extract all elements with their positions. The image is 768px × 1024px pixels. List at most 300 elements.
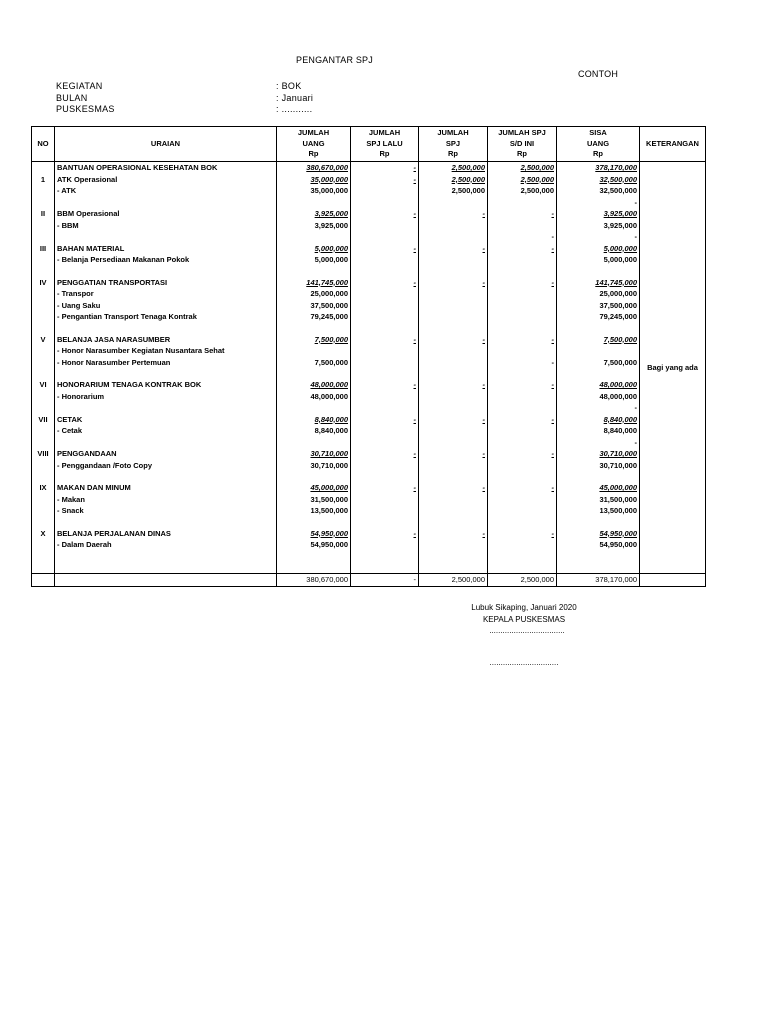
sisa-uang-cell: 8,840,000 — [557, 414, 640, 426]
item-row — [32, 402, 706, 414]
spacer-row — [32, 471, 706, 482]
sisa-uang-cell: 48,000,000 — [557, 379, 640, 391]
item-row — [32, 539, 706, 551]
spj-sd-ini-cell — [488, 562, 557, 574]
signature-dots-1: .................................. — [489, 626, 565, 635]
spj-lalu-cell: - — [351, 174, 419, 186]
spj-cell: - — [419, 528, 488, 540]
uraian-cell — [55, 517, 277, 528]
spj-sd-ini-cell — [488, 539, 557, 551]
spj-lalu-cell — [351, 311, 419, 323]
jumlah-uang-cell: 380,670,000 — [277, 162, 351, 174]
no-cell — [32, 505, 55, 517]
uraian-cell — [55, 323, 277, 334]
spacer-row — [32, 266, 706, 277]
spj-sd-ini-cell — [488, 551, 557, 562]
uraian-cell: - Uang Saku — [55, 300, 277, 312]
uraian-cell: BELANJA PERJALANAN DINAS — [55, 528, 277, 540]
sisa-uang-cell — [557, 323, 640, 334]
spj-lalu-cell — [351, 357, 419, 369]
jumlah-uang-cell — [277, 345, 351, 357]
jumlah-uang-cell: 13,500,000 — [277, 505, 351, 517]
spacer-row — [32, 562, 706, 574]
spj-sd-ini-cell: - — [488, 414, 557, 426]
spj-sd-ini-cell — [488, 288, 557, 300]
spj-lalu-cell: - — [351, 334, 419, 346]
no-cell: VIII — [32, 448, 55, 460]
field-kegiatan-label: KEGIATAN — [56, 81, 103, 91]
item-row — [32, 220, 706, 232]
spj-lalu-cell — [351, 368, 419, 379]
spj-lalu-cell — [351, 494, 419, 506]
sisa-uang-cell — [557, 551, 640, 562]
spacer-row — [32, 323, 706, 334]
spj-cell: 2,500,000 — [419, 174, 488, 186]
uraian-cell: - Honor Narasumber Pertemuan — [55, 357, 277, 369]
spj-lalu-cell — [351, 197, 419, 209]
spj-cell: - — [419, 448, 488, 460]
no-cell — [32, 471, 55, 482]
spj-cell — [419, 402, 488, 414]
jumlah-uang-cell — [277, 437, 351, 449]
no-cell — [32, 345, 55, 357]
uraian-cell — [55, 197, 277, 209]
uraian-cell: BANTUAN OPERASIONAL KESEHATAN BOK — [55, 162, 277, 174]
spj-cell — [419, 505, 488, 517]
spj-cell — [419, 323, 488, 334]
uraian-cell: BAHAN MATERIAL — [55, 243, 277, 255]
spj-sd-ini-cell — [488, 311, 557, 323]
spj-lalu-cell — [351, 551, 419, 562]
spj-sd-ini-cell: - — [488, 379, 557, 391]
jumlah-uang-cell — [277, 402, 351, 414]
total-row — [32, 573, 706, 586]
sisa-uang-cell: 54,950,000 — [557, 539, 640, 551]
uraian-cell — [55, 551, 277, 562]
jumlah-uang-cell — [277, 368, 351, 379]
field-bulan-value: : Januari — [276, 93, 314, 103]
spj-lalu-cell — [351, 539, 419, 551]
no-cell — [32, 551, 55, 562]
uraian-cell: PENGGATIAN TRANSPORTASI — [55, 277, 277, 289]
group-row — [32, 277, 706, 289]
spj-lalu-cell — [351, 220, 419, 232]
spj-sd-ini-cell: - — [488, 277, 557, 289]
no-cell — [32, 300, 55, 312]
item-row — [32, 311, 706, 323]
uraian-cell: - Dalam Daerah — [55, 539, 277, 551]
spj-lalu-cell: - — [351, 482, 419, 494]
item-row — [32, 288, 706, 300]
jumlah-uang-cell: 8,840,000 — [277, 425, 351, 437]
spj-lalu-cell: - — [351, 448, 419, 460]
sisa-uang-cell: 8,840,000 — [557, 425, 640, 437]
sisa-uang-cell: - — [557, 231, 640, 243]
no-cell: X — [32, 528, 55, 540]
sisa-uang-cell: 32,500,000 — [557, 185, 640, 197]
no-cell: II — [32, 208, 55, 220]
group-row — [32, 334, 706, 346]
table-body — [32, 162, 706, 587]
jumlah-uang-cell: 35,000,000 — [277, 174, 351, 186]
uraian-cell: - BBM — [55, 220, 277, 232]
total-keterangan-cell — [640, 573, 706, 586]
spj-lalu-cell: - — [351, 277, 419, 289]
no-cell — [32, 185, 55, 197]
spj-sd-ini-cell — [488, 254, 557, 266]
jumlah-uang-cell: 37,500,000 — [277, 300, 351, 312]
header-jumlah-uang: JUMLAH UANG Rp — [277, 127, 351, 162]
spj-sd-ini-cell: 2,500,000 — [488, 162, 557, 174]
jumlah-uang-cell: 30,710,000 — [277, 448, 351, 460]
no-cell — [32, 517, 55, 528]
spj-cell: - — [419, 414, 488, 426]
spj-cell: - — [419, 482, 488, 494]
jumlah-uang-cell: 5,000,000 — [277, 254, 351, 266]
spj-sd-ini-cell: - — [488, 208, 557, 220]
group-row — [32, 162, 706, 174]
spj-sd-ini-cell: - — [488, 231, 557, 243]
sisa-uang-cell: 54,950,000 — [557, 528, 640, 540]
jumlah-uang-cell: 141,745,000 — [277, 277, 351, 289]
uraian-cell — [55, 562, 277, 574]
spj-sd-ini-cell: - — [488, 357, 557, 369]
sisa-uang-cell: 3,925,000 — [557, 208, 640, 220]
no-cell: IX — [32, 482, 55, 494]
no-cell: 1 — [32, 174, 55, 186]
signature-place-date: Lubuk Sikaping, Januari 2020 — [471, 603, 577, 612]
uraian-cell: - Penggandaan /Foto Copy — [55, 460, 277, 472]
sisa-uang-cell: 30,710,000 — [557, 460, 640, 472]
no-cell — [32, 357, 55, 369]
spj-sd-ini-cell — [488, 197, 557, 209]
field-bulan-label: BULAN — [56, 93, 88, 103]
spj-cell: - — [419, 277, 488, 289]
group-row — [32, 448, 706, 460]
signature-position: KEPALA PUSKESMAS — [482, 615, 566, 624]
jumlah-uang-cell — [277, 231, 351, 243]
spj-cell — [419, 266, 488, 277]
sisa-uang-cell: 79,245,000 — [557, 311, 640, 323]
sisa-uang-cell: 37,500,000 — [557, 300, 640, 312]
sisa-uang-cell: 5,000,000 — [557, 243, 640, 255]
spj-sd-ini-cell: - — [488, 334, 557, 346]
group-row — [32, 528, 706, 540]
spj-sd-ini-cell: - — [488, 448, 557, 460]
signature-dots-2: ............................... — [489, 658, 559, 667]
sisa-uang-cell: - — [557, 437, 640, 449]
jumlah-uang-cell: 45,000,000 — [277, 482, 351, 494]
group-row — [32, 482, 706, 494]
sisa-uang-cell: 48,000,000 — [557, 391, 640, 403]
spj-sd-ini-cell — [488, 471, 557, 482]
group-row — [32, 414, 706, 426]
jumlah-uang-cell: 3,925,000 — [277, 208, 351, 220]
spj-cell — [419, 551, 488, 562]
spj-cell: 2,500,000 — [419, 162, 488, 174]
spj-cell — [419, 471, 488, 482]
header-uraian: URAIAN — [55, 127, 277, 162]
spj-sd-ini-cell — [488, 425, 557, 437]
spj-cell — [419, 300, 488, 312]
item-row — [32, 357, 706, 369]
jumlah-uang-cell: 30,710,000 — [277, 460, 351, 472]
jumlah-uang-cell: 79,245,000 — [277, 311, 351, 323]
item-row — [32, 197, 706, 209]
group-row — [32, 174, 706, 186]
uraian-cell — [55, 266, 277, 277]
total-no-cell — [32, 573, 55, 586]
spj-sd-ini-cell — [488, 391, 557, 403]
jumlah-uang-cell — [277, 266, 351, 277]
sisa-uang-cell: 5,000,000 — [557, 254, 640, 266]
sisa-uang-cell — [557, 368, 640, 379]
sisa-uang-cell: 13,500,000 — [557, 505, 640, 517]
jumlah-uang-cell: 54,950,000 — [277, 528, 351, 540]
group-row — [32, 379, 706, 391]
spj-lalu-cell: - — [351, 208, 419, 220]
uraian-cell: MAKAN DAN MINUM — [55, 482, 277, 494]
uraian-cell: - Pengantian Transport Tenaga Kontrak — [55, 311, 277, 323]
group-row — [32, 208, 706, 220]
spj-sd-ini-cell — [488, 266, 557, 277]
spacer-row — [32, 368, 706, 379]
total-spj-sd-ini-cell: 2,500,000 — [488, 573, 557, 586]
sisa-uang-cell: - — [557, 197, 640, 209]
spj-lalu-cell — [351, 517, 419, 528]
item-row — [32, 494, 706, 506]
spj-lalu-cell — [351, 288, 419, 300]
sisa-uang-cell: 7,500,000 — [557, 357, 640, 369]
jumlah-uang-cell: 54,950,000 — [277, 539, 351, 551]
jumlah-uang-cell — [277, 323, 351, 334]
item-row — [32, 300, 706, 312]
no-cell: V — [32, 334, 55, 346]
item-row — [32, 185, 706, 197]
sisa-uang-cell: 25,000,000 — [557, 288, 640, 300]
spj-cell: - — [419, 243, 488, 255]
sisa-uang-cell: 3,925,000 — [557, 220, 640, 232]
uraian-cell: CETAK — [55, 414, 277, 426]
item-row — [32, 460, 706, 472]
uraian-cell: - Snack — [55, 505, 277, 517]
spj-lalu-cell — [351, 391, 419, 403]
spj-sd-ini-cell — [488, 402, 557, 414]
spj-lalu-cell — [351, 231, 419, 243]
field-puskesmas-value: : ........... — [276, 104, 313, 114]
spj-cell — [419, 391, 488, 403]
jumlah-uang-cell: 48,000,000 — [277, 379, 351, 391]
spj-sd-ini-cell — [488, 505, 557, 517]
spj-sd-ini-cell — [488, 517, 557, 528]
jumlah-uang-cell: 7,500,000 — [277, 357, 351, 369]
no-cell — [32, 311, 55, 323]
spj-cell: - — [419, 334, 488, 346]
no-cell — [32, 368, 55, 379]
no-cell — [32, 220, 55, 232]
spj-cell: - — [419, 208, 488, 220]
sisa-uang-cell — [557, 266, 640, 277]
spj-sd-ini-cell: 2,500,000 — [488, 185, 557, 197]
table-header — [32, 127, 706, 162]
item-row — [32, 437, 706, 449]
document-title: PENGANTAR SPJ — [296, 55, 373, 65]
spj-lalu-cell — [351, 562, 419, 574]
item-row — [32, 254, 706, 266]
sisa-uang-cell: 378,170,000 — [557, 162, 640, 174]
spj-cell — [419, 197, 488, 209]
total-label-cell — [55, 573, 277, 586]
spj-sd-ini-cell — [488, 323, 557, 334]
total-sisa-uang-cell: 378,170,000 — [557, 573, 640, 586]
header-keterangan: KETERANGAN — [640, 127, 706, 162]
no-cell — [32, 562, 55, 574]
item-row — [32, 345, 706, 357]
sisa-uang-cell: - — [557, 402, 640, 414]
spj-cell — [419, 539, 488, 551]
spj-table — [31, 126, 706, 587]
no-cell — [32, 197, 55, 209]
spj-lalu-cell — [351, 437, 419, 449]
jumlah-uang-cell — [277, 551, 351, 562]
sisa-uang-cell — [557, 517, 640, 528]
no-cell — [32, 391, 55, 403]
spj-cell — [419, 494, 488, 506]
spj-lalu-cell — [351, 185, 419, 197]
no-cell — [32, 254, 55, 266]
header-no: NO — [32, 127, 55, 162]
spj-cell — [419, 357, 488, 369]
spj-sd-ini-cell: - — [488, 482, 557, 494]
no-cell — [32, 539, 55, 551]
spj-lalu-cell: - — [351, 379, 419, 391]
uraian-cell — [55, 231, 277, 243]
total-jumlah-uang-cell: 380,670,000 — [277, 573, 351, 586]
spj-cell — [419, 288, 488, 300]
spj-cell — [419, 345, 488, 357]
no-cell — [32, 162, 55, 174]
spj-cell — [419, 254, 488, 266]
group-row — [32, 243, 706, 255]
uraian-cell: HONORARIUM TENAGA KONTRAK BOK — [55, 379, 277, 391]
field-puskesmas-label: PUSKESMAS — [56, 104, 115, 114]
contoh-label: CONTOH — [578, 69, 619, 79]
spj-lalu-cell: - — [351, 528, 419, 540]
no-cell — [32, 494, 55, 506]
uraian-cell: - Honor Narasumber Kegiatan Nusantara Sehat — [55, 345, 277, 357]
no-cell — [32, 231, 55, 243]
sisa-uang-cell: 7,500,000 — [557, 334, 640, 346]
jumlah-uang-cell — [277, 517, 351, 528]
uraian-cell: - Makan — [55, 494, 277, 506]
sisa-uang-cell — [557, 471, 640, 482]
no-cell — [32, 266, 55, 277]
spj-lalu-cell — [351, 460, 419, 472]
sisa-uang-cell: 31,500,000 — [557, 494, 640, 506]
spj-sd-ini-cell — [488, 368, 557, 379]
spj-lalu-cell — [351, 402, 419, 414]
jumlah-uang-cell — [277, 562, 351, 574]
uraian-cell — [55, 368, 277, 379]
jumlah-uang-cell: 48,000,000 — [277, 391, 351, 403]
spj-cell — [419, 368, 488, 379]
uraian-cell: ATK Operasional — [55, 174, 277, 186]
item-row — [32, 391, 706, 403]
total-spj-lalu-cell: - — [351, 573, 419, 586]
jumlah-uang-cell — [277, 197, 351, 209]
jumlah-uang-cell: 25,000,000 — [277, 288, 351, 300]
uraian-cell: - ATK — [55, 185, 277, 197]
spacer-row — [32, 517, 706, 528]
uraian-cell: BELANJA JASA NARASUMBER — [55, 334, 277, 346]
spj-cell — [419, 220, 488, 232]
uraian-cell: - Cetak — [55, 425, 277, 437]
no-cell: VI — [32, 379, 55, 391]
spj-sd-ini-cell: 2,500,000 — [488, 174, 557, 186]
uraian-cell: BBM Operasional — [55, 208, 277, 220]
no-cell — [32, 425, 55, 437]
uraian-cell: - Honorarium — [55, 391, 277, 403]
spj-cell — [419, 460, 488, 472]
no-cell: VII — [32, 414, 55, 426]
no-cell: III — [32, 243, 55, 255]
jumlah-uang-cell: 8,840,000 — [277, 414, 351, 426]
spj-cell — [419, 562, 488, 574]
spj-cell — [419, 437, 488, 449]
spj-cell: 2,500,000 — [419, 185, 488, 197]
total-spj-cell: 2,500,000 — [419, 573, 488, 586]
spj-lalu-cell — [351, 471, 419, 482]
spj-lalu-cell — [351, 254, 419, 266]
spj-cell: - — [419, 379, 488, 391]
spj-cell — [419, 231, 488, 243]
spj-sd-ini-cell: - — [488, 528, 557, 540]
jumlah-uang-cell — [277, 471, 351, 482]
spj-lalu-cell — [351, 323, 419, 334]
sisa-uang-cell: 45,000,000 — [557, 482, 640, 494]
spj-lalu-cell — [351, 300, 419, 312]
no-cell — [32, 460, 55, 472]
spj-cell — [419, 517, 488, 528]
spj-lalu-cell — [351, 505, 419, 517]
spj-sd-ini-cell: - — [488, 243, 557, 255]
no-cell — [32, 402, 55, 414]
no-cell: IV — [32, 277, 55, 289]
item-row — [32, 425, 706, 437]
spacer-row — [32, 551, 706, 562]
uraian-cell: - Belanja Persediaan Makanan Pokok — [55, 254, 277, 266]
spj-sd-ini-cell — [488, 460, 557, 472]
header-spj-lalu: JUMLAH SPJ LALU Rp — [351, 127, 419, 162]
uraian-cell — [55, 402, 277, 414]
spj-lalu-cell — [351, 266, 419, 277]
header-spj: JUMLAH SPJ Rp — [419, 127, 488, 162]
no-cell — [32, 437, 55, 449]
spj-lalu-cell: - — [351, 243, 419, 255]
no-cell — [32, 288, 55, 300]
header-sisa-uang: SISA UANG Rp — [557, 127, 640, 162]
spj-cell — [419, 311, 488, 323]
uraian-cell — [55, 437, 277, 449]
spj-sd-ini-cell — [488, 345, 557, 357]
spj-sd-ini-cell — [488, 437, 557, 449]
jumlah-uang-cell: 7,500,000 — [277, 334, 351, 346]
sisa-uang-cell: 32,500,000 — [557, 174, 640, 186]
spj-sd-ini-cell — [488, 494, 557, 506]
header-spj-sd-ini: JUMLAH SPJ S/D INI Rp — [488, 127, 557, 162]
spj-lalu-cell — [351, 345, 419, 357]
uraian-cell: - Transpor — [55, 288, 277, 300]
